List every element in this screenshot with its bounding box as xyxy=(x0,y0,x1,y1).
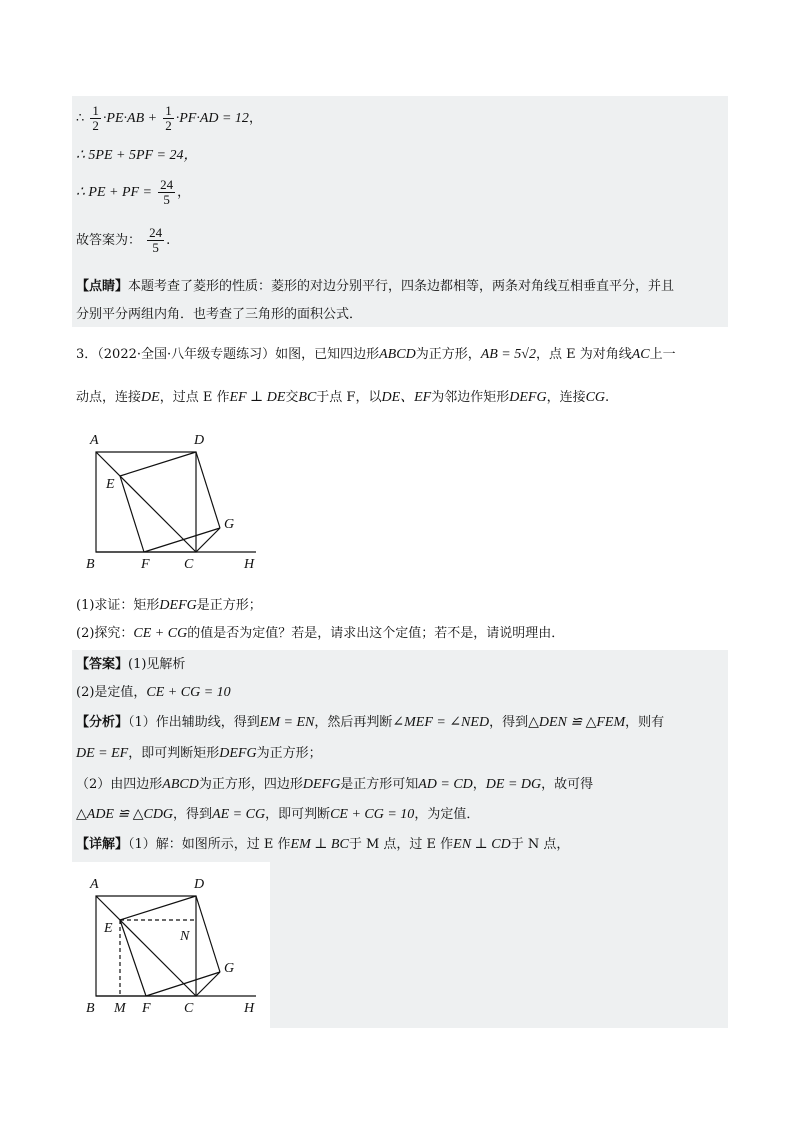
eq1-term1: ·PE·AB + xyxy=(102,111,158,126)
label-a: A xyxy=(90,433,99,448)
segment-dg-2 xyxy=(196,896,220,972)
eq3-lhs: ∴ PE + PF = xyxy=(76,185,153,200)
analysis-line-3: （2）由四边形ABCD为正方形，四边形DEFG是正方形可知AD = CD，DE = DG，故可得 xyxy=(76,777,594,792)
answer-tag-line: 【答案】(1)见解析 xyxy=(76,657,186,672)
detail-line-1: 【详解】（1）解：如图所示，过 E 作EM ⊥ BC于 M 点，过 E 作EN ⊥ CD于 N 点， xyxy=(76,837,570,852)
equation-line-2: ∴ 5PE + 5PF = 24， xyxy=(76,148,198,163)
label-f: F xyxy=(141,557,150,572)
answer-label: 故答案为： xyxy=(76,233,142,248)
analysis-line-2: DE = EF，即可判断矩形DEFG为正方形； xyxy=(76,746,322,761)
label-h: H xyxy=(244,557,255,572)
equation-line-1: ∴ $\frac{1}{2}$ ·PE·AB + $\frac{1}{2}$ ·PF·AD = 12， xyxy=(76,103,262,133)
label-m-2: M xyxy=(114,1001,126,1016)
label-d-2: D xyxy=(194,877,205,892)
label-n-2: N xyxy=(180,929,190,944)
question-1: (1)求证：矩形DEFG是正方形； xyxy=(76,598,262,613)
fraction-half-2: $\frac{1}{2}$ xyxy=(165,103,172,133)
segment-ef-2 xyxy=(120,920,146,996)
answer-fraction: $\frac{24}{5}$ xyxy=(149,225,163,255)
segment-de-2 xyxy=(120,896,196,920)
segment-de xyxy=(120,452,196,476)
figure-1-square-diagram xyxy=(84,426,284,576)
fraction-half-1: $\frac{1}{2}$ xyxy=(92,103,99,133)
comment-line-2: 分别平分两组内角．也考查了三角形的面积公式． xyxy=(76,307,363,322)
label-a-2: A xyxy=(90,877,99,892)
problem3-line-2: 动点，连接DE，过点 E 作EF ⊥ DE交BC于点 F，以DE、EF为邻边作矩形DEFG，连接CG. xyxy=(76,390,610,405)
label-b-2: B xyxy=(86,1001,95,1016)
label-h-2: H xyxy=(244,1001,255,1016)
question-2: (2)探究：CE + CG的值是否为定值？若是，请求出这个定值；若不是，请说明理由． xyxy=(76,626,565,641)
answer-line-2: (2)是定值，CE + CG = 10 xyxy=(76,685,231,700)
therefore-symbol: ∴ xyxy=(76,111,85,126)
equation-line-3: ∴ PE + PF = $\frac{24}{5}$ ， xyxy=(76,177,191,207)
label-e: E xyxy=(106,477,115,492)
figure-2-square-diagram xyxy=(84,872,284,1022)
label-g-2: G xyxy=(224,961,235,976)
label-d: D xyxy=(194,433,205,448)
comment-tag: 【点睛】 xyxy=(76,279,129,294)
label-c-2: C xyxy=(184,1001,194,1016)
eq1-term2: ·PF·AD = 12 xyxy=(175,111,249,126)
comment-text-1: 本题考查了菱形的性质：菱形的对边分别平行，四条边都相等，两条对角线互相垂直平分，并且 xyxy=(128,279,675,294)
label-f-2: F xyxy=(142,1001,151,1016)
fraction-24-5: $\frac{24}{5}$ xyxy=(160,177,174,207)
problem3-line-1: 3．（2022·全国·八年级专题练习）如图，已知四边形ABCD为正方形，AB = 5√2，点 E 为对角线AC上一 xyxy=(76,347,676,362)
label-g: G xyxy=(224,517,235,532)
segment-fg-2 xyxy=(146,972,220,996)
analysis-line-1: 【分析】（1）作出辅助线，得到EM = EN，然后再判断∠MEF = ∠NED，得到△DEN ≌ △FEM，则有 xyxy=(76,715,665,730)
label-e-2: E xyxy=(104,921,113,936)
answer-line: 故答案为： $\frac{24}{5}$ . xyxy=(76,225,171,255)
diagonal-ac-2 xyxy=(96,896,196,996)
diagonal-ac xyxy=(96,452,196,552)
analysis-line-4: △ADE ≌ △CDG，得到AE = CG，即可判断CE + CG = 10，为定值． xyxy=(76,807,480,822)
comment-line-1 xyxy=(76,278,674,296)
label-b: B xyxy=(86,557,95,572)
label-c: C xyxy=(184,557,194,572)
segment-dg xyxy=(196,452,220,528)
